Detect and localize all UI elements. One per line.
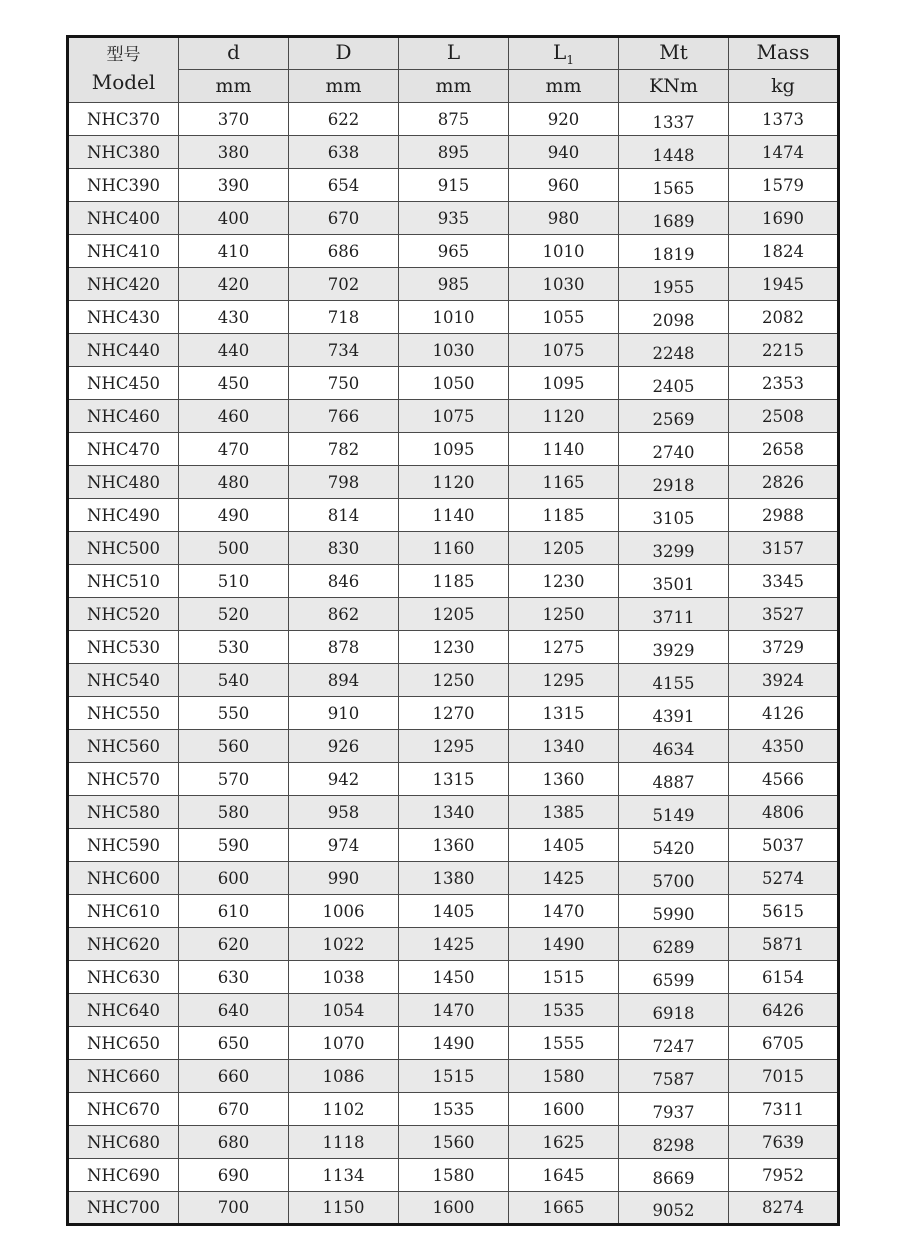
- column-header-L: [399, 37, 509, 70]
- cell-Mt: 2740: [619, 433, 729, 466]
- cell-Mass: 5037: [729, 829, 839, 862]
- table-row: [68, 598, 839, 631]
- cell-L1: 1665: [509, 1192, 619, 1225]
- cell-d: 480: [179, 466, 289, 499]
- cell-L: 1230: [399, 631, 509, 664]
- cell-model: NHC600: [68, 862, 179, 895]
- cell-D: 638: [289, 136, 399, 169]
- cell-d: 680: [179, 1126, 289, 1159]
- cell-L: 895: [399, 136, 509, 169]
- cell-D: 1070: [289, 1027, 399, 1060]
- cell-Mt: 1819: [619, 235, 729, 268]
- cell-D: 1118: [289, 1126, 399, 1159]
- cell-model: NHC620: [68, 928, 179, 961]
- cell-L: 875: [399, 103, 509, 136]
- cell-L1: 1055: [509, 301, 619, 334]
- cell-Mt: 7247: [619, 1027, 729, 1060]
- cell-L: 1205: [399, 598, 509, 631]
- cell-model: NHC670: [68, 1093, 179, 1126]
- header-unit-row: [68, 70, 839, 103]
- model-column-header: [68, 37, 179, 103]
- cell-d: 640: [179, 994, 289, 1027]
- cell-d: 690: [179, 1159, 289, 1192]
- table-row: [68, 334, 839, 367]
- cell-D: 622: [289, 103, 399, 136]
- unit-header-D: mm: [289, 70, 399, 103]
- cell-L1: 1385: [509, 796, 619, 829]
- column-header-L1: [509, 37, 619, 70]
- cell-D: 846: [289, 565, 399, 598]
- cell-Mt: 5990: [619, 895, 729, 928]
- cell-Mt: 4887: [619, 763, 729, 796]
- cell-L: 1515: [399, 1060, 509, 1093]
- cell-D: 1102: [289, 1093, 399, 1126]
- cell-D: 734: [289, 334, 399, 367]
- cell-D: 798: [289, 466, 399, 499]
- cell-L: 1340: [399, 796, 509, 829]
- cell-Mass: 2508: [729, 400, 839, 433]
- column-header-L-label: L: [446, 40, 461, 64]
- cell-L1: 1275: [509, 631, 619, 664]
- cell-D: 910: [289, 697, 399, 730]
- cell-Mt: 5149: [619, 796, 729, 829]
- cell-model: NHC470: [68, 433, 179, 466]
- cell-Mass: 1373: [729, 103, 839, 136]
- cell-model: NHC650: [68, 1027, 179, 1060]
- cell-model: NHC440: [68, 334, 179, 367]
- cell-Mt: 1955: [619, 268, 729, 301]
- unit-header-d: mm: [179, 70, 289, 103]
- table-row: [68, 1027, 839, 1060]
- cell-L1: 1230: [509, 565, 619, 598]
- cell-d: 600: [179, 862, 289, 895]
- cell-d: 460: [179, 400, 289, 433]
- cell-d: 590: [179, 829, 289, 862]
- cell-D: 894: [289, 664, 399, 697]
- model-header-cn: 型号: [106, 45, 141, 66]
- cell-Mt: 1337: [619, 103, 729, 136]
- cell-Mass: 3527: [729, 598, 839, 631]
- cell-model: NHC520: [68, 598, 179, 631]
- cell-Mass: 2826: [729, 466, 839, 499]
- cell-L: 1380: [399, 862, 509, 895]
- cell-L: 1535: [399, 1093, 509, 1126]
- cell-d: 620: [179, 928, 289, 961]
- cell-d: 580: [179, 796, 289, 829]
- cell-Mt: 2098: [619, 301, 729, 334]
- cell-model: NHC680: [68, 1126, 179, 1159]
- cell-Mass: 7015: [729, 1060, 839, 1093]
- cell-L1: 1490: [509, 928, 619, 961]
- cell-Mt: 1565: [619, 169, 729, 202]
- cell-model: NHC660: [68, 1060, 179, 1093]
- table-row: [68, 664, 839, 697]
- cell-D: 1006: [289, 895, 399, 928]
- cell-Mass: 3924: [729, 664, 839, 697]
- cell-Mass: 5274: [729, 862, 839, 895]
- cell-Mass: 3345: [729, 565, 839, 598]
- cell-model: NHC640: [68, 994, 179, 1027]
- cell-model: NHC580: [68, 796, 179, 829]
- cell-L: 1580: [399, 1159, 509, 1192]
- cell-D: 718: [289, 301, 399, 334]
- cell-L1: 1010: [509, 235, 619, 268]
- table-row: [68, 697, 839, 730]
- column-header-Mt-label: Mt: [659, 40, 688, 64]
- cell-L1: 1555: [509, 1027, 619, 1060]
- header-name-row: [68, 37, 839, 70]
- cell-Mass: 7639: [729, 1126, 839, 1159]
- cell-D: 926: [289, 730, 399, 763]
- column-header-D-label: D: [335, 40, 352, 64]
- cell-Mt: 4391: [619, 697, 729, 730]
- cell-L1: 1405: [509, 829, 619, 862]
- cell-d: 530: [179, 631, 289, 664]
- cell-d: 540: [179, 664, 289, 697]
- table-row: [68, 565, 839, 598]
- cell-L1: 1030: [509, 268, 619, 301]
- table-row: [68, 1060, 839, 1093]
- cell-L: 1490: [399, 1027, 509, 1060]
- cell-d: 390: [179, 169, 289, 202]
- cell-L1: 1165: [509, 466, 619, 499]
- cell-Mass: 4350: [729, 730, 839, 763]
- cell-Mass: 4126: [729, 697, 839, 730]
- spec-table: [66, 35, 840, 1226]
- cell-D: 702: [289, 268, 399, 301]
- cell-D: 1086: [289, 1060, 399, 1093]
- cell-d: 440: [179, 334, 289, 367]
- cell-Mass: 2082: [729, 301, 839, 334]
- cell-model: NHC370: [68, 103, 179, 136]
- cell-Mt: 2569: [619, 400, 729, 433]
- cell-L1: 1140: [509, 433, 619, 466]
- cell-Mt: 6918: [619, 994, 729, 1027]
- cell-L1: 1185: [509, 499, 619, 532]
- cell-Mt: 9052: [619, 1192, 729, 1225]
- table-row: [68, 433, 839, 466]
- table-row: [68, 532, 839, 565]
- table-row: [68, 301, 839, 334]
- cell-model: NHC530: [68, 631, 179, 664]
- table-row: [68, 895, 839, 928]
- cell-d: 410: [179, 235, 289, 268]
- cell-L1: 1645: [509, 1159, 619, 1192]
- cell-d: 560: [179, 730, 289, 763]
- cell-D: 958: [289, 796, 399, 829]
- cell-model: NHC700: [68, 1192, 179, 1225]
- cell-model: NHC460: [68, 400, 179, 433]
- table-row: [68, 796, 839, 829]
- cell-D: 974: [289, 829, 399, 862]
- cell-d: 450: [179, 367, 289, 400]
- cell-Mass: 1579: [729, 169, 839, 202]
- cell-L: 1360: [399, 829, 509, 862]
- cell-d: 470: [179, 433, 289, 466]
- cell-D: 1022: [289, 928, 399, 961]
- cell-L: 1470: [399, 994, 509, 1027]
- cell-L: 965: [399, 235, 509, 268]
- table-row: [68, 499, 839, 532]
- unit-header-L: mm: [399, 70, 509, 103]
- table-row: [68, 928, 839, 961]
- cell-D: 990: [289, 862, 399, 895]
- cell-d: 630: [179, 961, 289, 994]
- cell-D: 654: [289, 169, 399, 202]
- cell-Mt: 3501: [619, 565, 729, 598]
- cell-L: 1270: [399, 697, 509, 730]
- cell-d: 510: [179, 565, 289, 598]
- cell-Mass: 5871: [729, 928, 839, 961]
- cell-Mt: 2405: [619, 367, 729, 400]
- cell-D: 862: [289, 598, 399, 631]
- cell-Mass: 7952: [729, 1159, 839, 1192]
- column-header-Mt: [619, 37, 729, 70]
- cell-model: NHC560: [68, 730, 179, 763]
- cell-L: 1405: [399, 895, 509, 928]
- cell-Mt: 5420: [619, 829, 729, 862]
- cell-L: 1030: [399, 334, 509, 367]
- cell-L1: 980: [509, 202, 619, 235]
- cell-D: 830: [289, 532, 399, 565]
- cell-d: 550: [179, 697, 289, 730]
- cell-Mass: 1474: [729, 136, 839, 169]
- cell-L1: 1205: [509, 532, 619, 565]
- column-header-D: [289, 37, 399, 70]
- cell-Mass: 1690: [729, 202, 839, 235]
- cell-L: 1010: [399, 301, 509, 334]
- cell-L: 1120: [399, 466, 509, 499]
- cell-L: 1075: [399, 400, 509, 433]
- cell-model: NHC410: [68, 235, 179, 268]
- table-row: [68, 631, 839, 664]
- cell-model: NHC450: [68, 367, 179, 400]
- cell-L: 1560: [399, 1126, 509, 1159]
- cell-model: NHC540: [68, 664, 179, 697]
- column-header-L1-label: L: [553, 40, 567, 64]
- cell-L1: 1315: [509, 697, 619, 730]
- cell-L: 985: [399, 268, 509, 301]
- cell-D: 750: [289, 367, 399, 400]
- table-row: [68, 136, 839, 169]
- cell-L1: 1360: [509, 763, 619, 796]
- cell-D: 1038: [289, 961, 399, 994]
- cell-d: 650: [179, 1027, 289, 1060]
- cell-d: 610: [179, 895, 289, 928]
- cell-L1: 1600: [509, 1093, 619, 1126]
- cell-L: 935: [399, 202, 509, 235]
- cell-L1: 920: [509, 103, 619, 136]
- cell-L1: 1425: [509, 862, 619, 895]
- cell-model: NHC570: [68, 763, 179, 796]
- cell-D: 1134: [289, 1159, 399, 1192]
- cell-Mass: 2658: [729, 433, 839, 466]
- table-row: [68, 169, 839, 202]
- cell-Mass: 6154: [729, 961, 839, 994]
- table-row: [68, 202, 839, 235]
- cell-Mt: 1448: [619, 136, 729, 169]
- unit-header-L1: mm: [509, 70, 619, 103]
- cell-Mt: 7937: [619, 1093, 729, 1126]
- table-row: [68, 103, 839, 136]
- cell-model: NHC510: [68, 565, 179, 598]
- table-row: [68, 994, 839, 1027]
- cell-Mt: 3711: [619, 598, 729, 631]
- cell-Mass: 6426: [729, 994, 839, 1027]
- table-row: [68, 400, 839, 433]
- cell-model: NHC430: [68, 301, 179, 334]
- cell-Mt: 8298: [619, 1126, 729, 1159]
- cell-model: NHC390: [68, 169, 179, 202]
- cell-model: NHC380: [68, 136, 179, 169]
- cell-L1: 1340: [509, 730, 619, 763]
- cell-Mt: 1689: [619, 202, 729, 235]
- column-header-Mass-label: Mass: [756, 40, 810, 64]
- table-row: [68, 1192, 839, 1225]
- cell-L: 1160: [399, 532, 509, 565]
- table-row: [68, 235, 839, 268]
- cell-d: 700: [179, 1192, 289, 1225]
- cell-Mass: 2215: [729, 334, 839, 367]
- cell-model: NHC550: [68, 697, 179, 730]
- table-row: [68, 1159, 839, 1192]
- cell-Mass: 7311: [729, 1093, 839, 1126]
- cell-d: 660: [179, 1060, 289, 1093]
- cell-Mass: 4566: [729, 763, 839, 796]
- cell-D: 782: [289, 433, 399, 466]
- table-row: [68, 367, 839, 400]
- cell-L1: 1535: [509, 994, 619, 1027]
- cell-L: 1140: [399, 499, 509, 532]
- cell-Mass: 5615: [729, 895, 839, 928]
- cell-Mt: 2248: [619, 334, 729, 367]
- cell-Mt: 3105: [619, 499, 729, 532]
- cell-d: 490: [179, 499, 289, 532]
- column-header-Mass: [729, 37, 839, 70]
- cell-d: 500: [179, 532, 289, 565]
- cell-Mt: 6599: [619, 961, 729, 994]
- cell-Mass: 1824: [729, 235, 839, 268]
- cell-L: 1095: [399, 433, 509, 466]
- cell-L1: 1295: [509, 664, 619, 697]
- cell-L: 1185: [399, 565, 509, 598]
- cell-model: NHC690: [68, 1159, 179, 1192]
- cell-d: 520: [179, 598, 289, 631]
- cell-D: 942: [289, 763, 399, 796]
- cell-Mass: 2353: [729, 367, 839, 400]
- table-row: [68, 829, 839, 862]
- cell-D: 766: [289, 400, 399, 433]
- cell-Mass: 2988: [729, 499, 839, 532]
- cell-L1: 1075: [509, 334, 619, 367]
- cell-D: 670: [289, 202, 399, 235]
- cell-d: 380: [179, 136, 289, 169]
- cell-Mt: 7587: [619, 1060, 729, 1093]
- unit-header-Mt: KNm: [619, 70, 729, 103]
- cell-Mass: 3729: [729, 631, 839, 664]
- cell-model: NHC420: [68, 268, 179, 301]
- table-row: [68, 961, 839, 994]
- cell-model: NHC400: [68, 202, 179, 235]
- cell-model: NHC500: [68, 532, 179, 565]
- cell-Mass: 8274: [729, 1192, 839, 1225]
- unit-header-Mass: kg: [729, 70, 839, 103]
- cell-L1: 1250: [509, 598, 619, 631]
- cell-L1: 940: [509, 136, 619, 169]
- table-row: [68, 763, 839, 796]
- cell-D: 686: [289, 235, 399, 268]
- table-row: [68, 1126, 839, 1159]
- table-row: [68, 862, 839, 895]
- cell-D: 1150: [289, 1192, 399, 1225]
- table-row: [68, 466, 839, 499]
- cell-d: 430: [179, 301, 289, 334]
- cell-L: 1315: [399, 763, 509, 796]
- cell-d: 420: [179, 268, 289, 301]
- cell-L1: 1580: [509, 1060, 619, 1093]
- cell-Mt: 3299: [619, 532, 729, 565]
- cell-model: NHC490: [68, 499, 179, 532]
- cell-L: 915: [399, 169, 509, 202]
- cell-model: NHC610: [68, 895, 179, 928]
- model-header-en: Model: [91, 69, 156, 94]
- cell-model: NHC480: [68, 466, 179, 499]
- cell-Mass: 6705: [729, 1027, 839, 1060]
- cell-L1: 1120: [509, 400, 619, 433]
- cell-L1: 960: [509, 169, 619, 202]
- table-body: [68, 103, 839, 1225]
- column-header-L1-sub: 1: [566, 53, 574, 67]
- cell-Mass: 4806: [729, 796, 839, 829]
- cell-Mt: 6289: [619, 928, 729, 961]
- cell-Mass: 3157: [729, 532, 839, 565]
- table-header: [68, 37, 839, 103]
- cell-model: NHC630: [68, 961, 179, 994]
- cell-d: 370: [179, 103, 289, 136]
- cell-Mt: 2918: [619, 466, 729, 499]
- column-header-d-label: d: [227, 40, 240, 64]
- cell-L: 1600: [399, 1192, 509, 1225]
- column-header-d: [179, 37, 289, 70]
- table-row: [68, 730, 839, 763]
- cell-L1: 1625: [509, 1126, 619, 1159]
- cell-L: 1050: [399, 367, 509, 400]
- cell-L: 1250: [399, 664, 509, 697]
- cell-model: NHC590: [68, 829, 179, 862]
- cell-L: 1450: [399, 961, 509, 994]
- cell-d: 400: [179, 202, 289, 235]
- cell-D: 878: [289, 631, 399, 664]
- cell-L: 1295: [399, 730, 509, 763]
- cell-d: 570: [179, 763, 289, 796]
- table-row: [68, 1093, 839, 1126]
- cell-Mass: 1945: [729, 268, 839, 301]
- cell-L1: 1515: [509, 961, 619, 994]
- table-row: [68, 268, 839, 301]
- cell-Mt: 4634: [619, 730, 729, 763]
- cell-Mt: 8669: [619, 1159, 729, 1192]
- cell-D: 1054: [289, 994, 399, 1027]
- cell-L1: 1470: [509, 895, 619, 928]
- cell-d: 670: [179, 1093, 289, 1126]
- cell-Mt: 5700: [619, 862, 729, 895]
- cell-L: 1425: [399, 928, 509, 961]
- cell-Mt: 4155: [619, 664, 729, 697]
- cell-L1: 1095: [509, 367, 619, 400]
- cell-D: 814: [289, 499, 399, 532]
- cell-Mt: 3929: [619, 631, 729, 664]
